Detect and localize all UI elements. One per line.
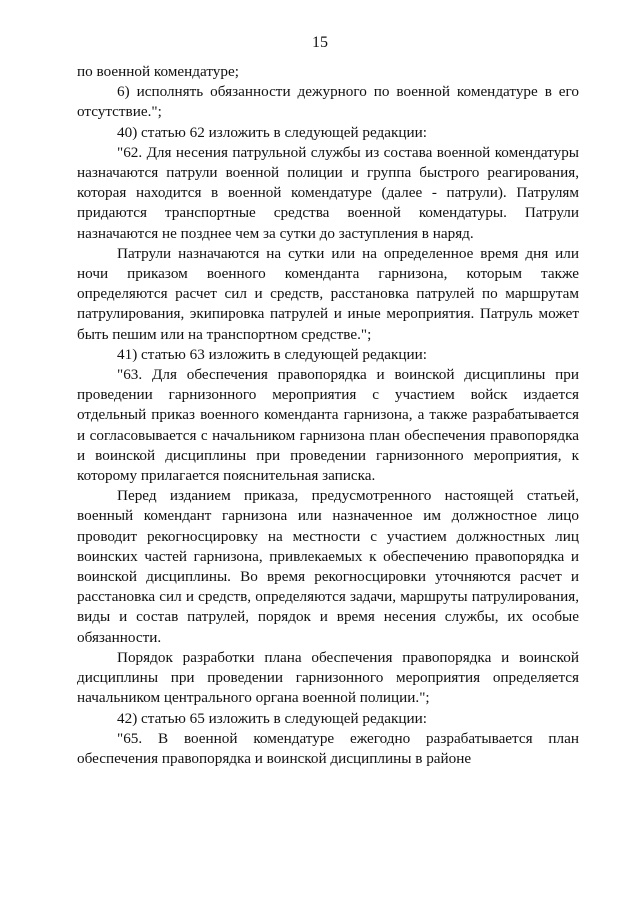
- paragraph-8: Перед изданием приказа, предусмотренного настоящей статьей, военный комендант гарнизона или назначенное им должностное лицо проводит рекогносцировку на местности с участием должностных лиц воинских частей гарнизона, привлекаемых к обеспечению правопорядка и воинской дисциплины. Во время рекогносцировки уточняются расчет и расстановка сил и средств, определяются задачи, маршруты патрулирования, виды и состав патрулей, порядок и время несения службы, их особые обязанности.: [77, 487, 579, 646]
- paragraph-10: 42) статью 65 изложить в следующей редакции:: [117, 709, 427, 727]
- paragraph-11: "65. В военной комендатуре ежегодно разрабатывается план обеспечения правопорядка и воинской дисциплины в районе: [77, 729, 579, 767]
- paragraph-9: Порядок разработки плана обеспечения правопорядка и воинской дисциплины при проведении гарнизонного мероприятия определяется начальником центрального органа военной полиции.";: [77, 648, 579, 707]
- paragraph-2: 6) исполнять обязанности дежурного по военной комендатуре в его отсутствие.";: [77, 83, 579, 121]
- document-body: [77, 62, 579, 769]
- paragraph-6: 41) статью 63 изложить в следующей редакции:: [117, 345, 427, 363]
- paragraph-5: Патрули назначаются на сутки или на определенное время дня или ночи приказом военного коменданта гарнизона, которым также определяются расчет сил и средств, расстановка патрулей по маршрутам патрулирования, экипировка патрулей и иные мероприятия. Патруль может быть пешим или на транспортном средстве.";: [77, 244, 579, 343]
- paragraph-3: 40) статью 62 изложить в следующей редакции:: [117, 123, 427, 141]
- paragraph-4: "62. Для несения патрульной службы из состава военной комендатуры назначаются патрули военной полиции и группа быстрого реагирования, которая находится в военной комендатуре (далее - патрули). Патрулям придаются транспортные средства военной комендатуры. Патрули назначаются не позднее чем за сутки до заступления в наряд.: [77, 143, 579, 242]
- paragraph-7: "63. Для обеспечения правопорядка и воинской дисциплины при проведении гарнизонного мероприятия с участием войск издается отдельный приказ военного коменданта гарнизона, а также разрабатывается и согласовывается с начальником гарнизона план обеспечения правопорядка и воинской дисциплины при проведении гарнизонного мероприятия, к которому прилагается пояснительная записка.: [77, 366, 579, 485]
- page-number: 15: [312, 34, 328, 51]
- paragraph-1: по военной комендатуре;: [77, 63, 239, 80]
